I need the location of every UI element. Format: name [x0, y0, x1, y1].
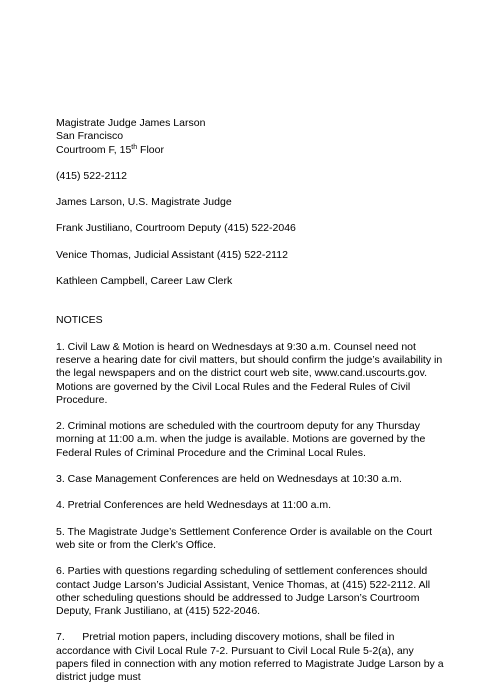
notice-item-7: 7. Pretrial motion papers, including discovery motions, shall be filed in accordance with Civil Local Rule 7-2. Pursuant to Civil Local Rule 5-2(a), any papers filed in connection with any motion referred to Magistrate Judge Larson by a district judge must [56, 631, 447, 684]
courtroom-floor: Floor [137, 143, 164, 156]
notice-item-4: 4. Pretrial Conferences are held Wednesdays at 11:00 a.m. [56, 499, 332, 512]
courtroom-location [56, 144, 444, 157]
notice-item-2: 2. Criminal motions are scheduled with the courtroom deputy for any Thursday morning at 11:00 a.m. when the judge is available. Motions are governed by the Federal Rules of Criminal Procedure and the Criminal Local Rules. [56, 420, 426, 459]
chambers-phone: (415) 522-2112 [56, 169, 128, 182]
notice-item-6: 6. Parties with questions regarding scheduling of settlement conferences should contact Judge Larson’s Judicial Assistant, Venice Thomas, at (415) 522-2112. All other scheduling questions should be addressed to Judge Larson’s Courtroom Deputy, Frank Justiliano, at (415) 522-2046. [56, 565, 431, 618]
staff-judge: James Larson, U.S. Magistrate Judge [56, 196, 232, 209]
notices-heading: NOTICES [56, 314, 103, 327]
courtroom-text: Courtroom F, 15 [56, 143, 132, 156]
notice-item-1: 1. Civil Law & Motion is heard on Wednesdays at 9:30 a.m. Counsel need not reserve a hearing date for civil matters, but should confirm the judge’s availability in the legal newspapers and on the district court web site, www.cand.uscourts.gov. Motions are governed by the Civil Local Rules and the Federal Rules of Civil Procedure. [56, 340, 443, 406]
notice-item-3: 3. Case Management Conferences are held on Wednesdays at 10:30 a.m. [56, 473, 402, 486]
staff-courtroom-deputy: Frank Justiliano, Courtroom Deputy (415) 522-2046 [56, 222, 296, 235]
notice-item-5: 5. The Magistrate Judge’s Settlement Conference Order is available on the Court web site or from the Clerk’s Office. [56, 525, 433, 551]
courtroom-ordinal: th [131, 143, 138, 151]
court-city: San Francisco [56, 130, 124, 143]
judge-name: Magistrate Judge James Larson [56, 117, 206, 129]
document-body [56, 117, 447, 685]
staff-judicial-assistant: Venice Thomas, Judicial Assistant (415) 522-2112 [56, 248, 288, 261]
staff-law-clerk: Kathleen Campbell, Career Law Clerk [56, 275, 233, 288]
